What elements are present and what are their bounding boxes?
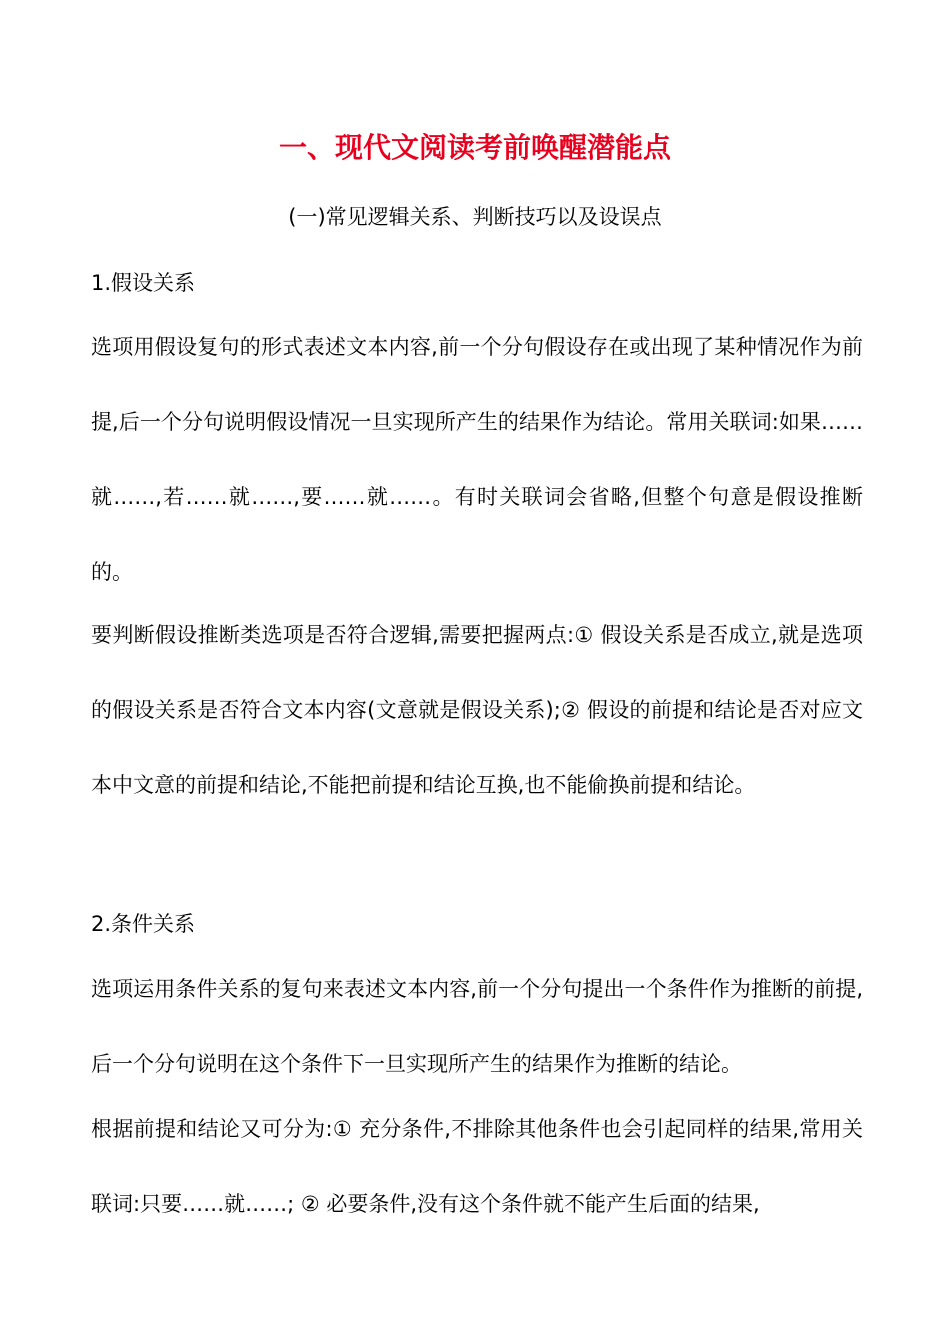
paragraph-hypothesis-judgment: 要判断假设推断类选项是否符合逻辑,需要把握两点:① 假设关系是否成立,就是选项的假设关系是否符合文本内容(文意就是假设关系);② 假设的前提和结论是否对应文本中文意的前提和结论,不能把前提和结论互换,也不能偷换前提和结论。: [91, 623, 863, 797]
page-title: 一、现代文阅读考前唤醒潜能点: [278, 131, 671, 164]
section-heading-hypothesis: 1.假设关系: [91, 271, 196, 295]
page-subtitle: (一)常见逻辑关系、判断技巧以及设误点: [288, 205, 662, 229]
paragraph-condition-types: 根据前提和结论又可分为:① 充分条件,不排除其他条件也会引起同样的结果,常用关联词:只要……就……; ② 必要条件,没有这个条件就不能产生后面的结果,: [91, 1117, 863, 1216]
section-heading-condition: 2.条件关系: [91, 912, 196, 936]
paragraph-condition-definition: 选项运用条件关系的复句来表述文本内容,前一个分句提出一个条件作为推断的前提,后一个分句说明在这个条件下一旦实现所产生的结果作为推断的结论。: [91, 977, 863, 1076]
paragraph-hypothesis-definition: 选项用假设复句的形式表述文本内容,前一个分句假设存在或出现了某种情况作为前提,后一个分句说明假设情况一旦实现所产生的结果作为结论。常用关联词:如果……就……,若……就……,要……就……。有时关联词会省略,但整个句意是假设推断的。: [91, 335, 863, 584]
